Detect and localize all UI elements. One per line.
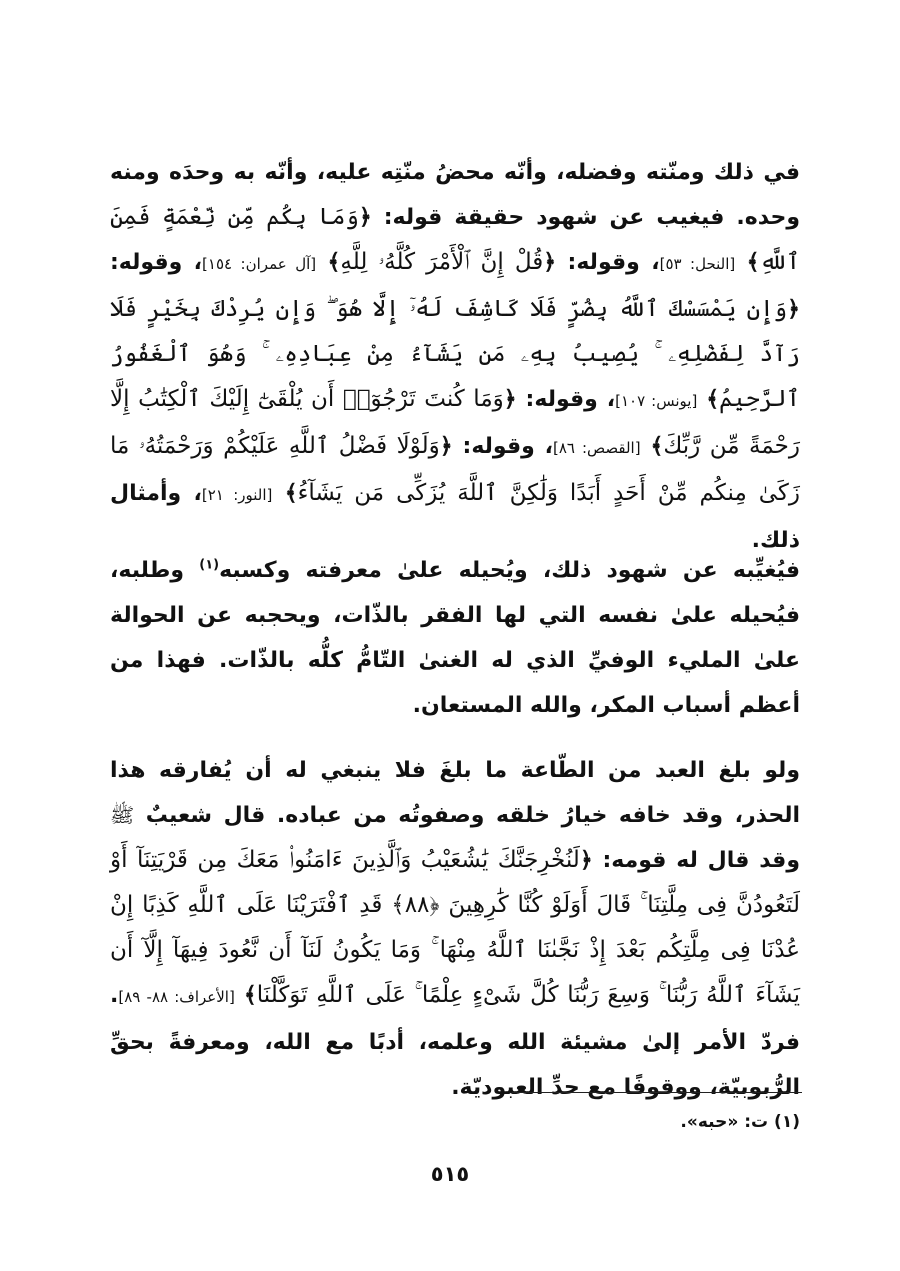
verse-reference-nur-21: [النور: ٢١] [201, 486, 273, 504]
verse-al-imran-154: قُلْ إِنَّ ٱلْأَمْرَ كُلَّهُۥ لِلَّهِ [340, 249, 544, 275]
paragraph-1-text-6: ، وأمثال ذلك. [110, 481, 800, 553]
footnote [110, 1107, 800, 1137]
page-number: ٥١٥ [430, 1162, 470, 1186]
quran-open-bracket: ﴿ [543, 250, 557, 275]
paragraph-3-text-3: . فردّ الأمر إلىٰ مشيئة الله وعلمه، أدبًا مع الله، ومعرفةً بحقِّ الرُّبوبيّة، ووقوفًا مع حدِّ العبوديّة. [110, 983, 800, 1100]
quran-close-bracket: ﴾ [706, 387, 720, 412]
verse-reference-araf-88-89: [الأعراف: ٨٨- ٨٩] [118, 988, 235, 1006]
quran-close-bracket: ﴾ [327, 250, 341, 275]
quran-open-bracket: ﴿ [579, 848, 593, 873]
paragraph-1-text-1: في ذلك ومنّته وفضله، وأنّه محضُ منّتِه عليه، وأنّه به وحدَه ومنه وحده. فيغيب عن شهود حقيقة قوله: [110, 160, 800, 230]
verse-reference-al-imran-154: [آل عمران: ١٥٤] [202, 255, 317, 273]
paragraph-3-text-2: وقد قال له قومه: [592, 848, 801, 873]
footnote-text: (١) ت: «حبه». [680, 1112, 800, 1132]
quran-close-bracket: ﴾ [243, 983, 257, 1008]
paragraph-2-text-2: وطلبه، فيُحيله علىٰ نفسه التي لها الفقر بالذّات، ويحجبه عن الحوالة علىٰ المليء الوفيِّ الذي له الغنىٰ التّامُّ كلُّه بالذّات. فهذا من أعظم أسباب المكر، والله المستعان. [110, 558, 800, 718]
verse-araf-88-89: لَنُخْرِجَنَّكَ يَٰشُعَيْبُ وَٱلَّذِينَ ءَامَنُوا۟ مَعَكَ مِن قَرْيَتِنَآ أَوْ لَتَعُودُنَّ فِى مِلَّتِنَا ۚ قَالَ أَوَلَوْ كُنَّا كَٰرِهِينَ ﴿٨٨﴾ قَدِ ٱفْتَرَيْنَا عَلَى ٱللَّهِ كَذِبًا إِنْ عُدْنَا فِى مِلَّتِكُم بَعْدَ إِذْ نَجَّىٰنَا ٱللَّهُ مِنْهَا ۚ وَمَا يَكُونُ لَنَآ أَن نَّعُودَ فِيهَآ إِلَّآ أَن يَشَآءَ ٱللَّهُ رَبُّنَا ۚ وَسِعَ رَبُّنَا كُلَّ شَىْءٍ عِلْمًا ۚ عَلَى ٱللَّهِ تَوَكَّلْنَا [110, 847, 800, 1008]
salutation-glyph: ﷺ [110, 803, 135, 827]
footnote-marker[interactable]: (١) [199, 557, 220, 573]
verse-qasas-86: وَمَا كُنتَ تَرْجُوٓا۟ أَن يُلْقَىٰٓ إِلَيْكَ ٱلْكِتَٰبُ إِلَّا رَحْمَةً مِّن رَّبِّكَ [110, 386, 801, 459]
quran-close-bracket: ﴾ [746, 250, 760, 275]
paragraph-3-text-1: ولو بلغ العبد من الطّاعة ما بلغَ فلا ينبغي له أن يُفارقه هذا الحذر، وقد خافه خيارُ خلقه وصفوتُه من عباده. قال شعيبٌ [110, 758, 800, 828]
quran-open-bracket: ﴿ [787, 297, 800, 322]
paragraph-1-text-5: ، وقوله: [452, 434, 554, 459]
paragraph-1-text-4: ، وقوله: [516, 387, 616, 412]
quran-open-bracket: ﴿ [358, 205, 372, 230]
paragraph-1-text-2: ، وقوله: [556, 250, 660, 275]
verse-reference-nahl-53: [النحل: ٥٣] [659, 255, 736, 273]
quran-open-bracket: ﴿ [439, 434, 453, 459]
footnote-divider [512, 1092, 802, 1093]
quran-close-bracket: ﴾ [284, 481, 298, 506]
verse-reference-yunus-107: [يونس: ١٠٧] [615, 392, 698, 410]
verse-yunus-107: وَإِن يَمْسَسْكَ ٱللَّهُ بِضُرٍّ فَلَا كَاشِفَ لَهُۥٓ إِلَّا هُوَ ۖ وَإِن يُرِدْكَ بِخَيْرٍ فَلَا رَآدَّ لِفَضْلِهِۦ ۚ يُصِيبُ بِهِۦ مَن يَشَآءُ مِنْ عِبَادِهِۦ ۚ وَهُوَ ٱلْغَفُورُ ٱلرَّحِيمُ [110, 296, 800, 412]
paragraph-2 [110, 548, 800, 728]
verse-reference-qasas-86: [القصص: ٨٦] [553, 439, 641, 457]
verse-nur-21: وَلَوْلَا فَضْلُ ٱللَّهِ عَلَيْكُمْ وَرَحْمَتُهُۥ مَا زَكَىٰ مِنكُم مِّنْ أَحَدٍ أَبَدًا وَلَٰكِنَّ ٱللَّهَ يُزَكِّى مَن يَشَآءُ [110, 433, 800, 506]
paragraph-1-text-3: ، وقوله: [110, 250, 203, 275]
paragraph-1 [110, 150, 800, 563]
verse-nahl-53: وَمَا بِكُم مِّن نِّعْمَةٍ فَمِنَ ٱللَّهِ [110, 204, 800, 275]
paragraph-2-text-1: فيُغيِّبه عن شهود ذلك، ويُحيله علىٰ معرفته وكسبه [219, 558, 800, 583]
quran-open-bracket: ﴿ [503, 387, 517, 412]
quran-close-bracket: ﴾ [650, 434, 664, 459]
paragraph-3 [110, 748, 800, 1110]
